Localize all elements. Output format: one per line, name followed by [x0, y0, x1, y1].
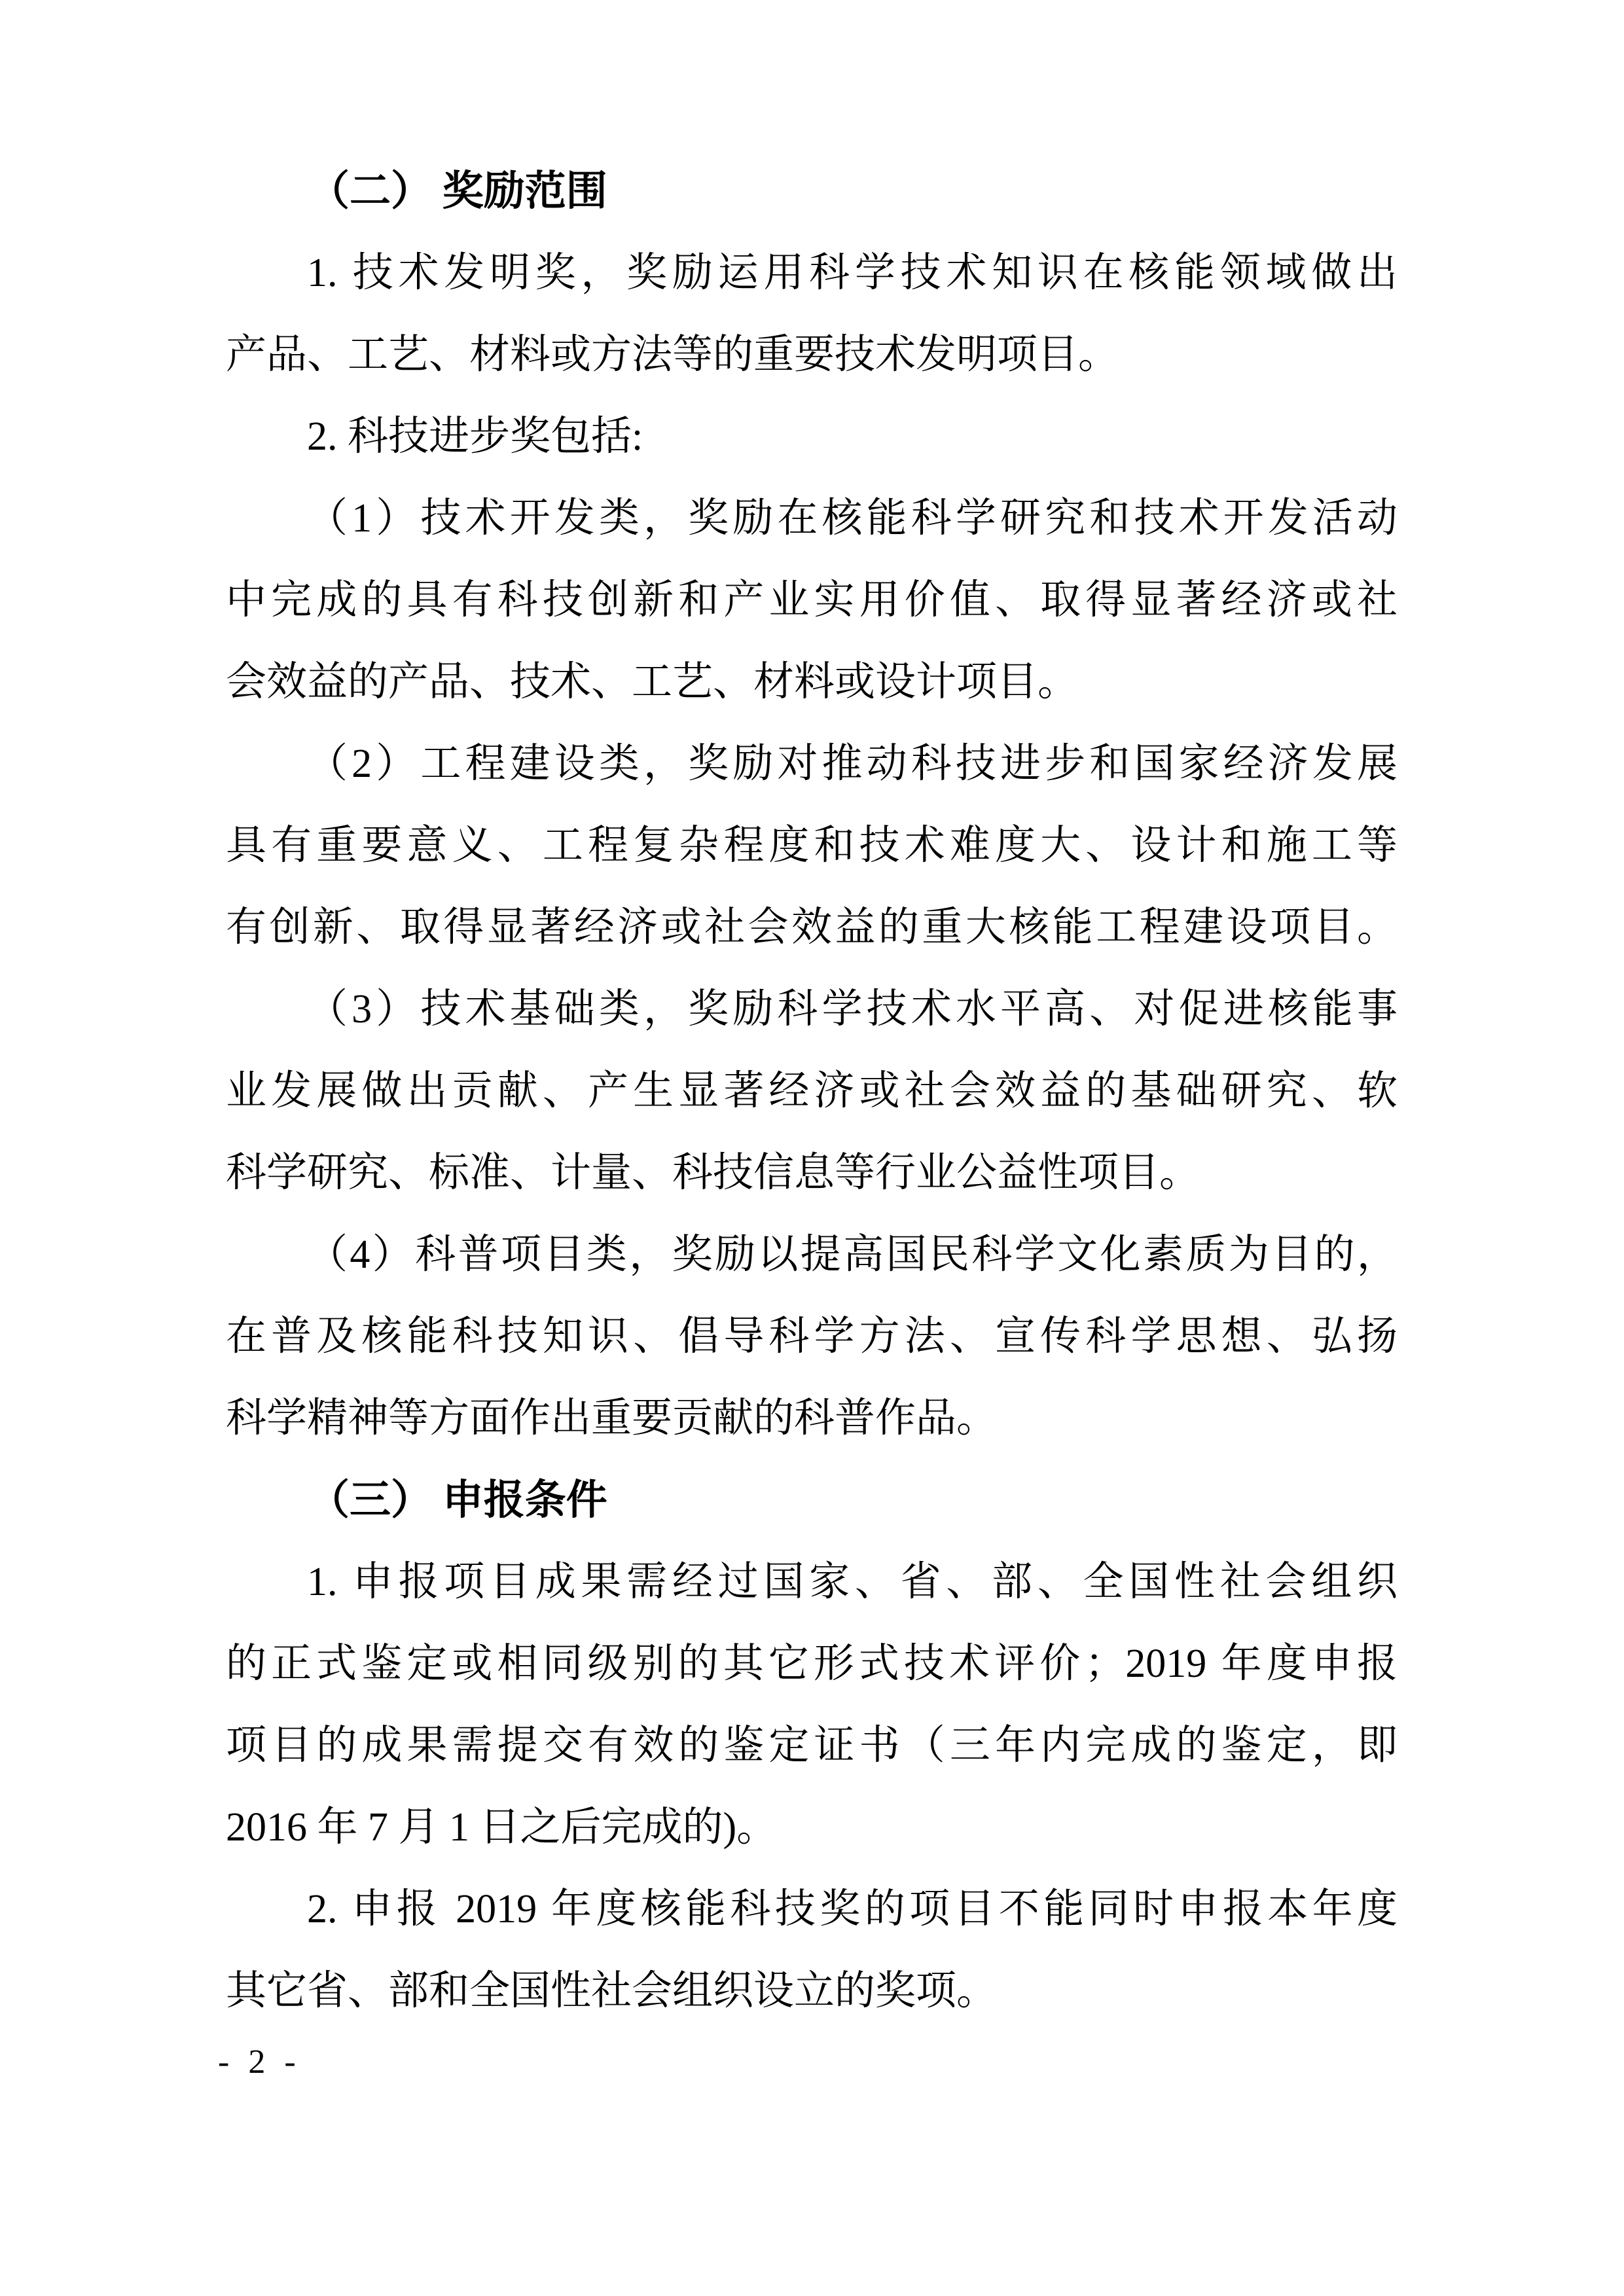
document-line: 有创新、取得显著经济或社会效益的重大核能工程建设项目。: [226, 905, 1398, 950]
document-line: 项目的成果需提交有效的鉴定证书（三年内完成的鉴定，即: [226, 1723, 1398, 1768]
document-line: 2. 申报 2019 年度核能科技奖的项目不能同时申报本年度: [307, 1887, 1398, 1931]
document-line: 1. 技术发明奖，奖励运用科学技术知识在核能领域做出: [307, 251, 1398, 295]
section-heading-reward-scope: （二） 奖励范围: [308, 168, 607, 214]
document-line: （1）技术开发类，奖励在核能科学研究和技术开发活动: [307, 496, 1398, 541]
page-number: - 2 -: [218, 2043, 301, 2081]
document-line: 其它省、部和全国性社会组织设立的奖项。: [226, 1969, 998, 2013]
document-line: 科学精神等方面作出重要贡献的科普作品。: [226, 1396, 998, 1441]
document-line: 1. 申报项目成果需经过国家、省、部、全国性社会组织: [307, 1560, 1398, 1604]
document-line: 具有重要意义、工程复杂程度和技术难度大、设计和施工等: [226, 823, 1398, 868]
document-line: （2）工程建设类，奖励对推动科技进步和国家经济发展: [307, 742, 1398, 786]
document-line: 业发展做出贡献、产生显著经济或社会效益的基础研究、软: [226, 1069, 1398, 1113]
document-body: [226, 151, 1398, 2032]
document-line: 的正式鉴定或相同级别的其它形式技术评价；2019 年度申报: [226, 1641, 1398, 1686]
document-line: （4）科普项目类，奖励以提高国民科学文化素质为目的，: [307, 1232, 1398, 1277]
document-line: 2. 科技进步奖包括:: [307, 414, 643, 459]
document-line: 2016 年 7 月 1 日之后完成的)。: [226, 1805, 778, 1850]
document-line: 产品、工艺、材料或方法等的重要技术发明项目。: [226, 332, 1119, 377]
section-heading-application-conditions: （三） 申报条件: [308, 1477, 607, 1523]
document-line: 会效益的产品、技术、工艺、材料或设计项目。: [226, 660, 1079, 704]
document-line: 中完成的具有科技创新和产业实用价值、取得显著经济或社: [226, 578, 1398, 622]
document-line: 在普及核能科技知识、倡导科学方法、宣传科学思想、弘扬: [226, 1314, 1398, 1359]
document-line: 科学研究、标准、计量、科技信息等行业公益性项目。: [226, 1151, 1200, 1195]
document-line: （3）技术基础类，奖励科学技术水平高、对促进核能事: [307, 987, 1398, 1031]
